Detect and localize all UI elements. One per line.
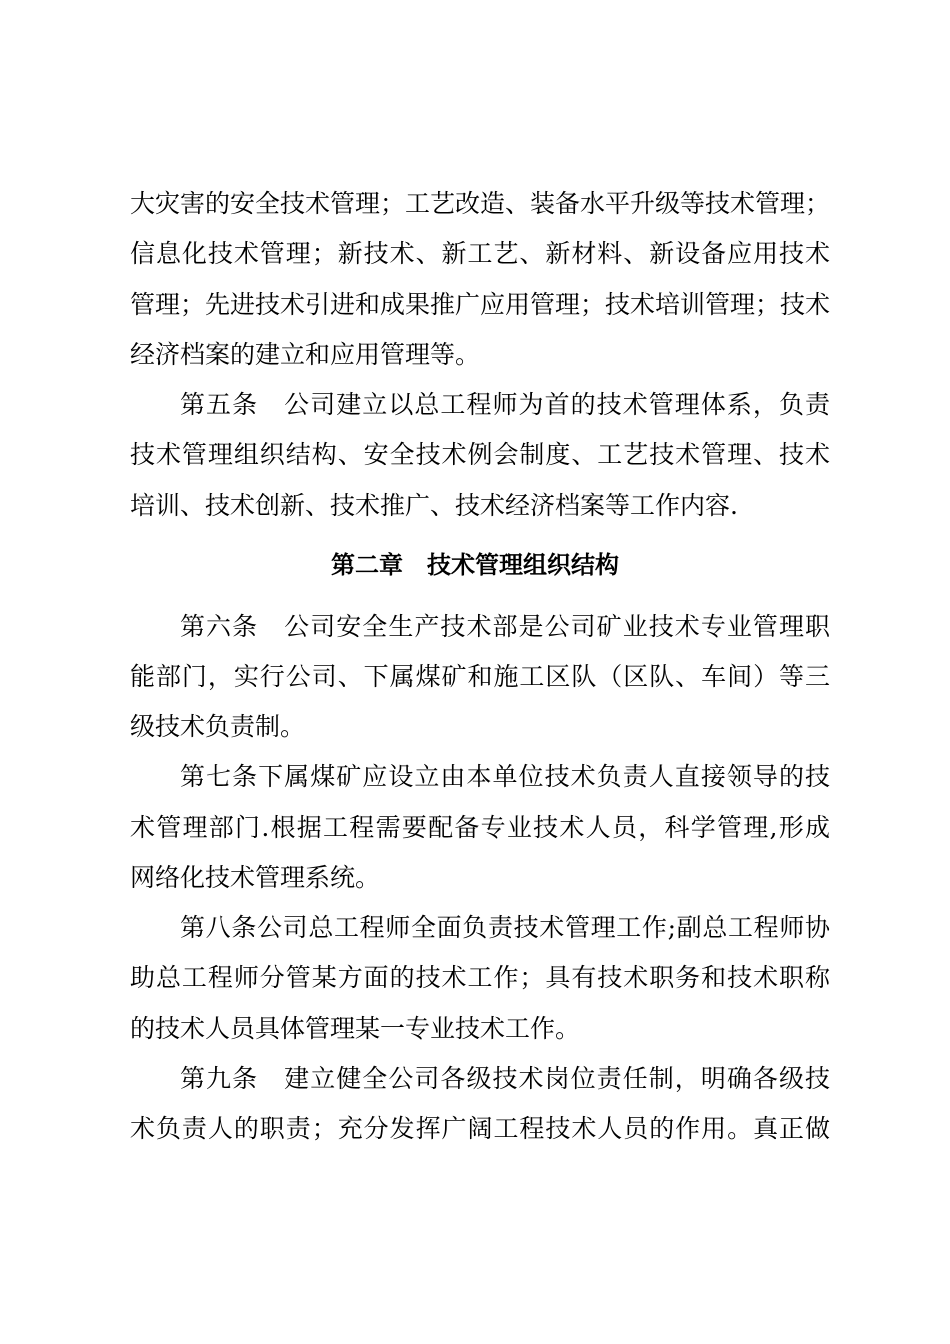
article-5-line: 技术管理组织结构、安全技术例会制度、工艺技术管理、技术 bbox=[130, 440, 830, 469]
article-8-line: 的技术人员具体管理某一专业技术工作。 bbox=[130, 1014, 581, 1043]
article-5-line: 第五条 公司建立以总工程师为首的技术管理体系，负责 bbox=[180, 390, 830, 419]
article-6-line: 级技术负责制。 bbox=[130, 712, 306, 741]
article-6-line: 能部门，实行公司、下属煤矿和施工区队（区队、车间）等三 bbox=[130, 662, 830, 691]
article-5-line: 培训、技术创新、技术推广、技术经济档案等工作内容. bbox=[130, 491, 738, 520]
paragraph-line: 大灾害的安全技术管理；工艺改造、装备水平升级等技术管理； bbox=[130, 189, 830, 218]
article-8-line: 第八条公司总工程师全面负责技术管理工作;副总工程师协 bbox=[180, 913, 830, 942]
article-6-line: 第六条 公司安全生产技术部是公司矿业技术专业管理职 bbox=[180, 612, 830, 641]
paragraph-line: 经济档案的建立和应用管理等。 bbox=[130, 340, 481, 369]
chapter-heading: 第二章 技术管理组织结构 bbox=[331, 551, 619, 579]
article-8-line: 助总工程师分管某方面的技术工作；具有技术职务和技术职称 bbox=[130, 963, 830, 992]
article-7-line: 网络化技术管理系统。 bbox=[130, 863, 381, 892]
paragraph-line: 信息化技术管理；新技术、新工艺、新材料、新设备应用技术 bbox=[130, 239, 830, 268]
article-9-line: 第九条 建立健全公司各级技术岗位责任制，明确各级技 bbox=[180, 1064, 830, 1093]
paragraph-line: 管理；先进技术引进和成果推广应用管理；技术培训管理；技术 bbox=[130, 290, 830, 319]
article-7-line: 第七条下属煤矿应设立由本单位技术负责人直接领导的技 bbox=[180, 762, 830, 791]
article-9-line: 术负责人的职责；充分发挥广阔工程技术人员的作用。真正做 bbox=[130, 1114, 830, 1143]
article-7-line: 术管理部门.根据工程需要配备专业技术人员，科学管理,形成 bbox=[130, 813, 830, 842]
